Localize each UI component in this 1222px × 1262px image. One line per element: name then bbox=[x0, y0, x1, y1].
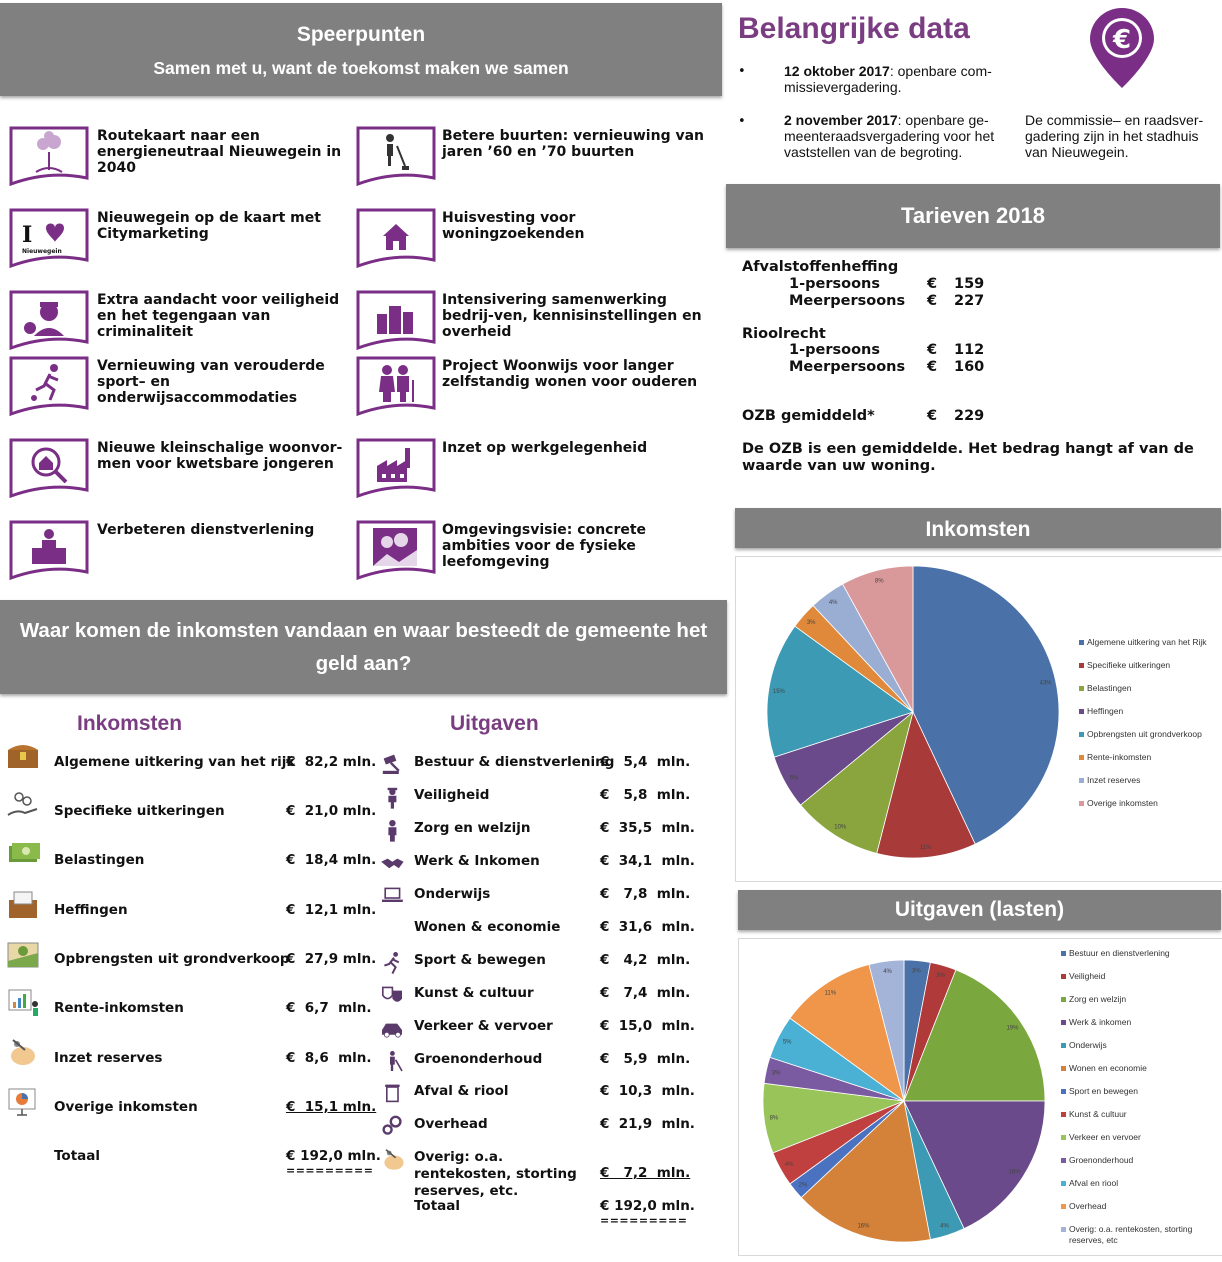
uitgaven-row-value: € 4,2 mln. bbox=[600, 952, 691, 968]
uitgaven-row-label: Bestuur & dienstverlening bbox=[414, 754, 615, 770]
uitgaven-row-value: € 5,8 mln. bbox=[600, 787, 691, 803]
inkomsten-row-value: € 8,6 mln. bbox=[286, 1050, 372, 1066]
inkomsten-heading: Inkomsten bbox=[77, 712, 183, 735]
belangrijke-data-title: Belangrijke data bbox=[738, 12, 970, 45]
sport-icon bbox=[380, 950, 409, 979]
speerpunten-title: Speerpunten bbox=[296, 23, 426, 46]
uitgaven-chart-header bbox=[738, 890, 1221, 930]
legend-label: Specifieke uitkeringen bbox=[1087, 660, 1171, 670]
slice-value-label: 3% bbox=[936, 973, 945, 980]
inkomsten-row-label: Rente-inkomsten bbox=[54, 1000, 184, 1016]
piggy-bank-icon bbox=[380, 1147, 409, 1176]
waar-header bbox=[0, 600, 727, 694]
afval-meer-currency: € bbox=[927, 293, 938, 309]
legend-swatch bbox=[1079, 732, 1084, 737]
speerpunt-text: Project Woonwijs voor langer zelfstandig wonen voor ouderen bbox=[442, 358, 698, 390]
legend-label: Rente-inkomsten bbox=[1087, 752, 1152, 762]
slice-value-label: 5% bbox=[782, 1039, 792, 1046]
theater-masks-icon bbox=[380, 983, 409, 1012]
inkomsten-chart bbox=[735, 556, 1222, 882]
uitgaven-row-label: Overhead bbox=[414, 1116, 488, 1132]
uitgaven-row-label: Kunst & cultuur bbox=[414, 985, 534, 1001]
speerpunt-text: Huisvesting voor woningzoekenden bbox=[442, 210, 585, 242]
speerpunt-text: Betere buurten: vernieuwing van jaren ’60 en ’70 buurten bbox=[442, 128, 705, 160]
tarieven-title: Tarieven 2018 bbox=[901, 203, 1045, 228]
legend-label: Onderwijs bbox=[1069, 1040, 1107, 1050]
inkomsten-row-value: € 82,2 mln. bbox=[286, 754, 377, 770]
slice-value-label: 11% bbox=[919, 845, 932, 852]
runner-icon bbox=[9, 356, 87, 410]
legend-label: Overhead bbox=[1069, 1201, 1107, 1211]
date-1-bold: 12 oktober 2017 bbox=[784, 63, 890, 79]
uitgaven-heading: Uitgaven bbox=[450, 712, 539, 735]
legend-label: Heffingen bbox=[1087, 706, 1124, 716]
uitgaven-row-label: Veiligheid bbox=[414, 787, 490, 803]
svg-text:I: I bbox=[22, 222, 33, 248]
speerpunt-text: Nieuwegein op de kaart met Citymarketing bbox=[97, 210, 321, 242]
uitgaven-pie bbox=[739, 939, 1222, 1255]
waar-title: Waar komen de inkomsten vandaan en waar besteedt de gemeente het geld aan? bbox=[19, 619, 708, 675]
handshake-icon bbox=[380, 851, 409, 880]
slice-value-label: 10% bbox=[834, 824, 847, 831]
afval-meer-value: 227 bbox=[954, 293, 985, 309]
location-note: De commissie– en raadsver-gadering zijn in het stadhuis van Nieuwegein. bbox=[1025, 112, 1204, 160]
uitgaven-row-label: Zorg en welzijn bbox=[414, 820, 531, 836]
uitgaven-row-value: € 35,5 mln. bbox=[600, 820, 695, 836]
slice-value-label: 15% bbox=[772, 688, 785, 695]
slice-value-label: 6% bbox=[789, 775, 799, 782]
svg-text:Nieuwegein: Nieuwegein bbox=[22, 248, 62, 255]
legend-swatch bbox=[1061, 1204, 1066, 1209]
service-desk-icon bbox=[9, 520, 87, 574]
ozb-value: 229 bbox=[954, 408, 985, 424]
inkomsten-row-value: € 6,7 mln. bbox=[286, 1000, 372, 1016]
i-love-nieuwegein-icon bbox=[9, 208, 87, 262]
legend-label: Kunst & cultuur bbox=[1069, 1109, 1127, 1119]
speerpunt-text: Verbeteren dienstverlening bbox=[97, 522, 315, 538]
afval-1-label: 1-persoons bbox=[789, 276, 880, 292]
uitgaven-row-value: € 5,9 mln. bbox=[600, 1051, 691, 1067]
tarieven-header bbox=[726, 184, 1220, 248]
inkomsten-total-rule: ========= bbox=[286, 1164, 374, 1177]
gavel-icon bbox=[380, 752, 409, 781]
uitgaven-row-label: Afval & riool bbox=[414, 1083, 509, 1099]
trash-bin-icon bbox=[380, 1081, 409, 1110]
afval-1-currency: € bbox=[927, 276, 938, 292]
car-icon bbox=[380, 1016, 409, 1045]
speerpunt-text: Routekaart naar een energieneutraal Nieuwegein in 2040 bbox=[97, 128, 342, 176]
slice-value-label: 3% bbox=[806, 620, 816, 627]
legend-label: Bestuur en dienstverlening bbox=[1069, 948, 1170, 958]
legend-label: Sport en bewegen bbox=[1069, 1086, 1138, 1096]
person-shovel-icon bbox=[356, 126, 434, 180]
date-bullet-2: • bbox=[738, 114, 746, 129]
uitgaven-total-value: € 192,0 mln. bbox=[600, 1198, 695, 1214]
file-box-icon bbox=[5, 888, 41, 924]
uitgaven-row-label: Verkeer & vervoer bbox=[414, 1018, 553, 1034]
legend-swatch bbox=[1079, 801, 1084, 806]
legend-label: Wonen en economie bbox=[1069, 1063, 1147, 1073]
speerpunt-text: Extra aandacht voor veiligheid en het tegengaan van criminaliteit bbox=[97, 292, 340, 340]
buildings-icon bbox=[356, 290, 434, 344]
inkomsten-total-value: € 192,0 mln. bbox=[286, 1148, 381, 1164]
slice-value-label: 4% bbox=[828, 600, 838, 607]
inkomsten-row-label: Heffingen bbox=[54, 902, 128, 918]
slice-value-label: 3% bbox=[771, 1070, 781, 1077]
legend-swatch bbox=[1061, 1020, 1066, 1025]
legend-swatch bbox=[1061, 951, 1066, 956]
legend-entry bbox=[1069, 1224, 1219, 1250]
inkomsten-chart-header bbox=[735, 508, 1221, 548]
date-2-bold: 2 november 2017 bbox=[784, 112, 898, 128]
inkomsten-chart-title: Inkomsten bbox=[925, 518, 1031, 541]
legend-label: Opbrengsten uit grondverkoop bbox=[1087, 729, 1202, 739]
svg-text:€: € bbox=[1112, 25, 1132, 55]
slice-value-label: 19% bbox=[1006, 1025, 1019, 1032]
legend-label: Afval en riool bbox=[1069, 1178, 1119, 1188]
police-officer-icon bbox=[9, 290, 87, 344]
euro-map-pin-icon bbox=[1088, 6, 1156, 90]
uitgaven-chart bbox=[738, 938, 1222, 1256]
speerpunt-text: Nieuwe kleinschalige woonvor-men voor kwetsbare jongeren bbox=[97, 440, 343, 472]
inkomsten-row-label: Overige inkomsten bbox=[54, 1099, 198, 1115]
house-icon bbox=[380, 917, 409, 946]
legend-label: Overige inkomsten bbox=[1087, 798, 1158, 808]
landscape-photo-icon bbox=[356, 520, 434, 574]
legend-label: Overig: o.a. rentekosten, storting reserves, etc bbox=[1069, 1224, 1193, 1245]
date-item-2 bbox=[784, 112, 1009, 160]
legend-label: Belastingen bbox=[1087, 683, 1132, 693]
inkomsten-row-value: € 18,4 mln. bbox=[286, 852, 377, 868]
inkomsten-row-value: € 12,1 mln. bbox=[286, 902, 377, 918]
legend-label: Werk & inkomen bbox=[1069, 1017, 1132, 1027]
slice-value-label: 11% bbox=[824, 990, 837, 997]
legend-swatch bbox=[1061, 1135, 1066, 1140]
uitgaven-chart-title: Uitgaven (lasten) bbox=[894, 898, 1065, 921]
legend-swatch bbox=[1061, 1089, 1066, 1094]
hand-coins-icon bbox=[5, 789, 41, 825]
riool-meer-value: 160 bbox=[954, 359, 985, 375]
uitgaven-row-value: € 7,2 mln. bbox=[600, 1165, 691, 1181]
ozb-currency: € bbox=[927, 408, 938, 424]
legend-swatch bbox=[1061, 1158, 1066, 1163]
legend-label: Verkeer en vervoer bbox=[1069, 1132, 1141, 1142]
uitgaven-row-value: € 7,4 mln. bbox=[600, 985, 691, 1001]
uitgaven-total-label: Totaal bbox=[414, 1198, 460, 1214]
uitgaven-row-label: Groenonderhoud bbox=[414, 1051, 543, 1067]
afval-meer-label: Meerpersoons bbox=[789, 293, 906, 309]
uitgaven-row-value: € 10,3 mln. bbox=[600, 1083, 695, 1099]
date-item-1 bbox=[784, 63, 1009, 95]
slice-value-label: 18% bbox=[1008, 1169, 1021, 1176]
legend-swatch bbox=[1061, 1227, 1066, 1232]
legend-swatch bbox=[1061, 997, 1066, 1002]
uitgaven-row-label: Werk & Inkomen bbox=[414, 853, 540, 869]
slice-value-label: 8% bbox=[769, 1115, 779, 1122]
gardener-icon bbox=[380, 1049, 409, 1078]
slice-value-label: 3% bbox=[912, 968, 921, 975]
legend-swatch bbox=[1061, 1066, 1066, 1071]
inkomsten-row-label: Specifieke uitkeringen bbox=[54, 803, 225, 819]
slice-value-label: 4% bbox=[940, 1223, 949, 1230]
speerpunten-subtitle: Samen met u, want de toekomst maken we samen bbox=[153, 58, 569, 78]
police-icon bbox=[380, 785, 409, 814]
uitgaven-row-label: Sport & bewegen bbox=[414, 952, 546, 968]
factory-icon bbox=[356, 438, 434, 492]
legend-swatch bbox=[1061, 1112, 1066, 1117]
chart-presenter-icon bbox=[5, 986, 41, 1022]
laptop-icon bbox=[380, 884, 409, 913]
uitgaven-row-label: Overig: o.a. rentekosten, storting reserves, etc. bbox=[414, 1149, 577, 1199]
uitgaven-row-label: Onderwijs bbox=[414, 886, 491, 902]
inkomsten-pie bbox=[736, 557, 1222, 881]
inkomsten-row-label: Opbrengsten uit grondverkoop bbox=[54, 951, 290, 967]
afval-1-value: 159 bbox=[954, 276, 985, 292]
slice-value-label: 16% bbox=[857, 1223, 870, 1230]
date-1-text: : openbare com-missievergadering. bbox=[784, 63, 992, 95]
legend-swatch bbox=[1079, 663, 1084, 668]
inkomsten-row-label: Algemene uitkering van het rijk bbox=[54, 754, 296, 770]
speerpunt-text: Inzet op werkgelegenheid bbox=[442, 440, 648, 456]
person-icon bbox=[380, 818, 409, 847]
slice-value-label: 43% bbox=[1039, 680, 1052, 687]
afval-label: Afvalstoffenheffing bbox=[742, 259, 899, 275]
uitgaven-row-value: € 34,1 mln. bbox=[600, 853, 695, 869]
legend-swatch bbox=[1079, 755, 1084, 760]
uitgaven-row-value: € 21,9 mln. bbox=[600, 1116, 695, 1132]
legend-swatch bbox=[1061, 1181, 1066, 1186]
legend-swatch bbox=[1079, 709, 1084, 714]
riool-meer-label: Meerpersoons bbox=[789, 359, 906, 375]
speerpunten-header bbox=[0, 3, 722, 96]
gears-icon bbox=[380, 1114, 409, 1143]
legend-label: Algemene uitkering van het Rijk bbox=[1087, 637, 1207, 647]
legend-swatch bbox=[1079, 778, 1084, 783]
legend-label: Veiligheid bbox=[1069, 971, 1106, 981]
ozb-note: De OZB is een gemiddelde. Het bedrag hangt af van de waarde van uw woning. bbox=[742, 441, 1194, 474]
ozb-label: OZB gemiddeld* bbox=[742, 408, 875, 424]
money-stack-icon bbox=[5, 838, 41, 874]
date-2-text: : openbare ge-meenteraadsvergadering voor het vaststellen van de begroting. bbox=[784, 112, 995, 160]
riool-1-value: 112 bbox=[954, 342, 985, 358]
speerpunt-text: Omgevingsvisie: concrete ambities voor de fysieke leefomgeving bbox=[442, 522, 647, 570]
inkomsten-row-label: Belastingen bbox=[54, 852, 145, 868]
legend-swatch bbox=[1061, 974, 1066, 979]
inkomsten-row-value: € 15,1 mln. bbox=[286, 1099, 377, 1115]
legend-label: Inzet reserves bbox=[1087, 775, 1141, 785]
riool-1-label: 1-persoons bbox=[789, 342, 880, 358]
piggy-bank-icon bbox=[5, 1036, 41, 1072]
legend-label: Groenonderhoud bbox=[1069, 1155, 1134, 1165]
uitgaven-total-rule: ========= bbox=[600, 1214, 688, 1227]
speerpunt-text: Vernieuwing van verouderde sport– en onderwijsaccommodaties bbox=[97, 358, 325, 406]
treasure-chest-icon bbox=[5, 740, 41, 776]
inkomsten-row-value: € 21,0 mln. bbox=[286, 803, 377, 819]
inkomsten-total-label: Totaal bbox=[54, 1148, 100, 1164]
uitgaven-row-value: € 31,6 mln. bbox=[600, 919, 695, 935]
uitgaven-row-value: € 5,4 mln. bbox=[600, 754, 691, 770]
uitgaven-row-label: Wonen & economie bbox=[414, 919, 561, 935]
riool-label: Rioolrecht bbox=[742, 326, 826, 342]
uitgaven-row-value: € 15,0 mln. bbox=[600, 1018, 695, 1034]
presentation-board-icon bbox=[5, 1085, 41, 1121]
inkomsten-row-value: € 27,9 mln. bbox=[286, 951, 377, 967]
elderly-couple-icon bbox=[356, 356, 434, 410]
legend-swatch bbox=[1061, 1043, 1066, 1048]
land-money-icon bbox=[5, 937, 41, 973]
slice-value-label: 4% bbox=[883, 968, 892, 975]
speerpunt-text: Intensivering samenwerking bedrij-ven, kennisinstellingen en overheid bbox=[442, 292, 702, 340]
legend-entry bbox=[1087, 798, 1222, 824]
riool-meer-currency: € bbox=[927, 359, 938, 375]
legend-swatch bbox=[1079, 686, 1084, 691]
slice-value-label: 8% bbox=[874, 578, 884, 585]
riool-1-currency: € bbox=[927, 342, 938, 358]
inkomsten-row-label: Inzet reserves bbox=[54, 1050, 163, 1066]
slice-value-label: 2% bbox=[798, 1182, 808, 1189]
date-bullet-1: • bbox=[738, 64, 746, 79]
slice-value-label: 4% bbox=[784, 1162, 794, 1169]
magnifier-house-icon bbox=[9, 438, 87, 492]
legend-label: Zorg en welzijn bbox=[1069, 994, 1127, 1004]
house-icon bbox=[356, 208, 434, 262]
uitgaven-row-value: € 7,8 mln. bbox=[600, 886, 691, 902]
legend-swatch bbox=[1079, 640, 1084, 645]
tree-icon bbox=[9, 126, 87, 180]
